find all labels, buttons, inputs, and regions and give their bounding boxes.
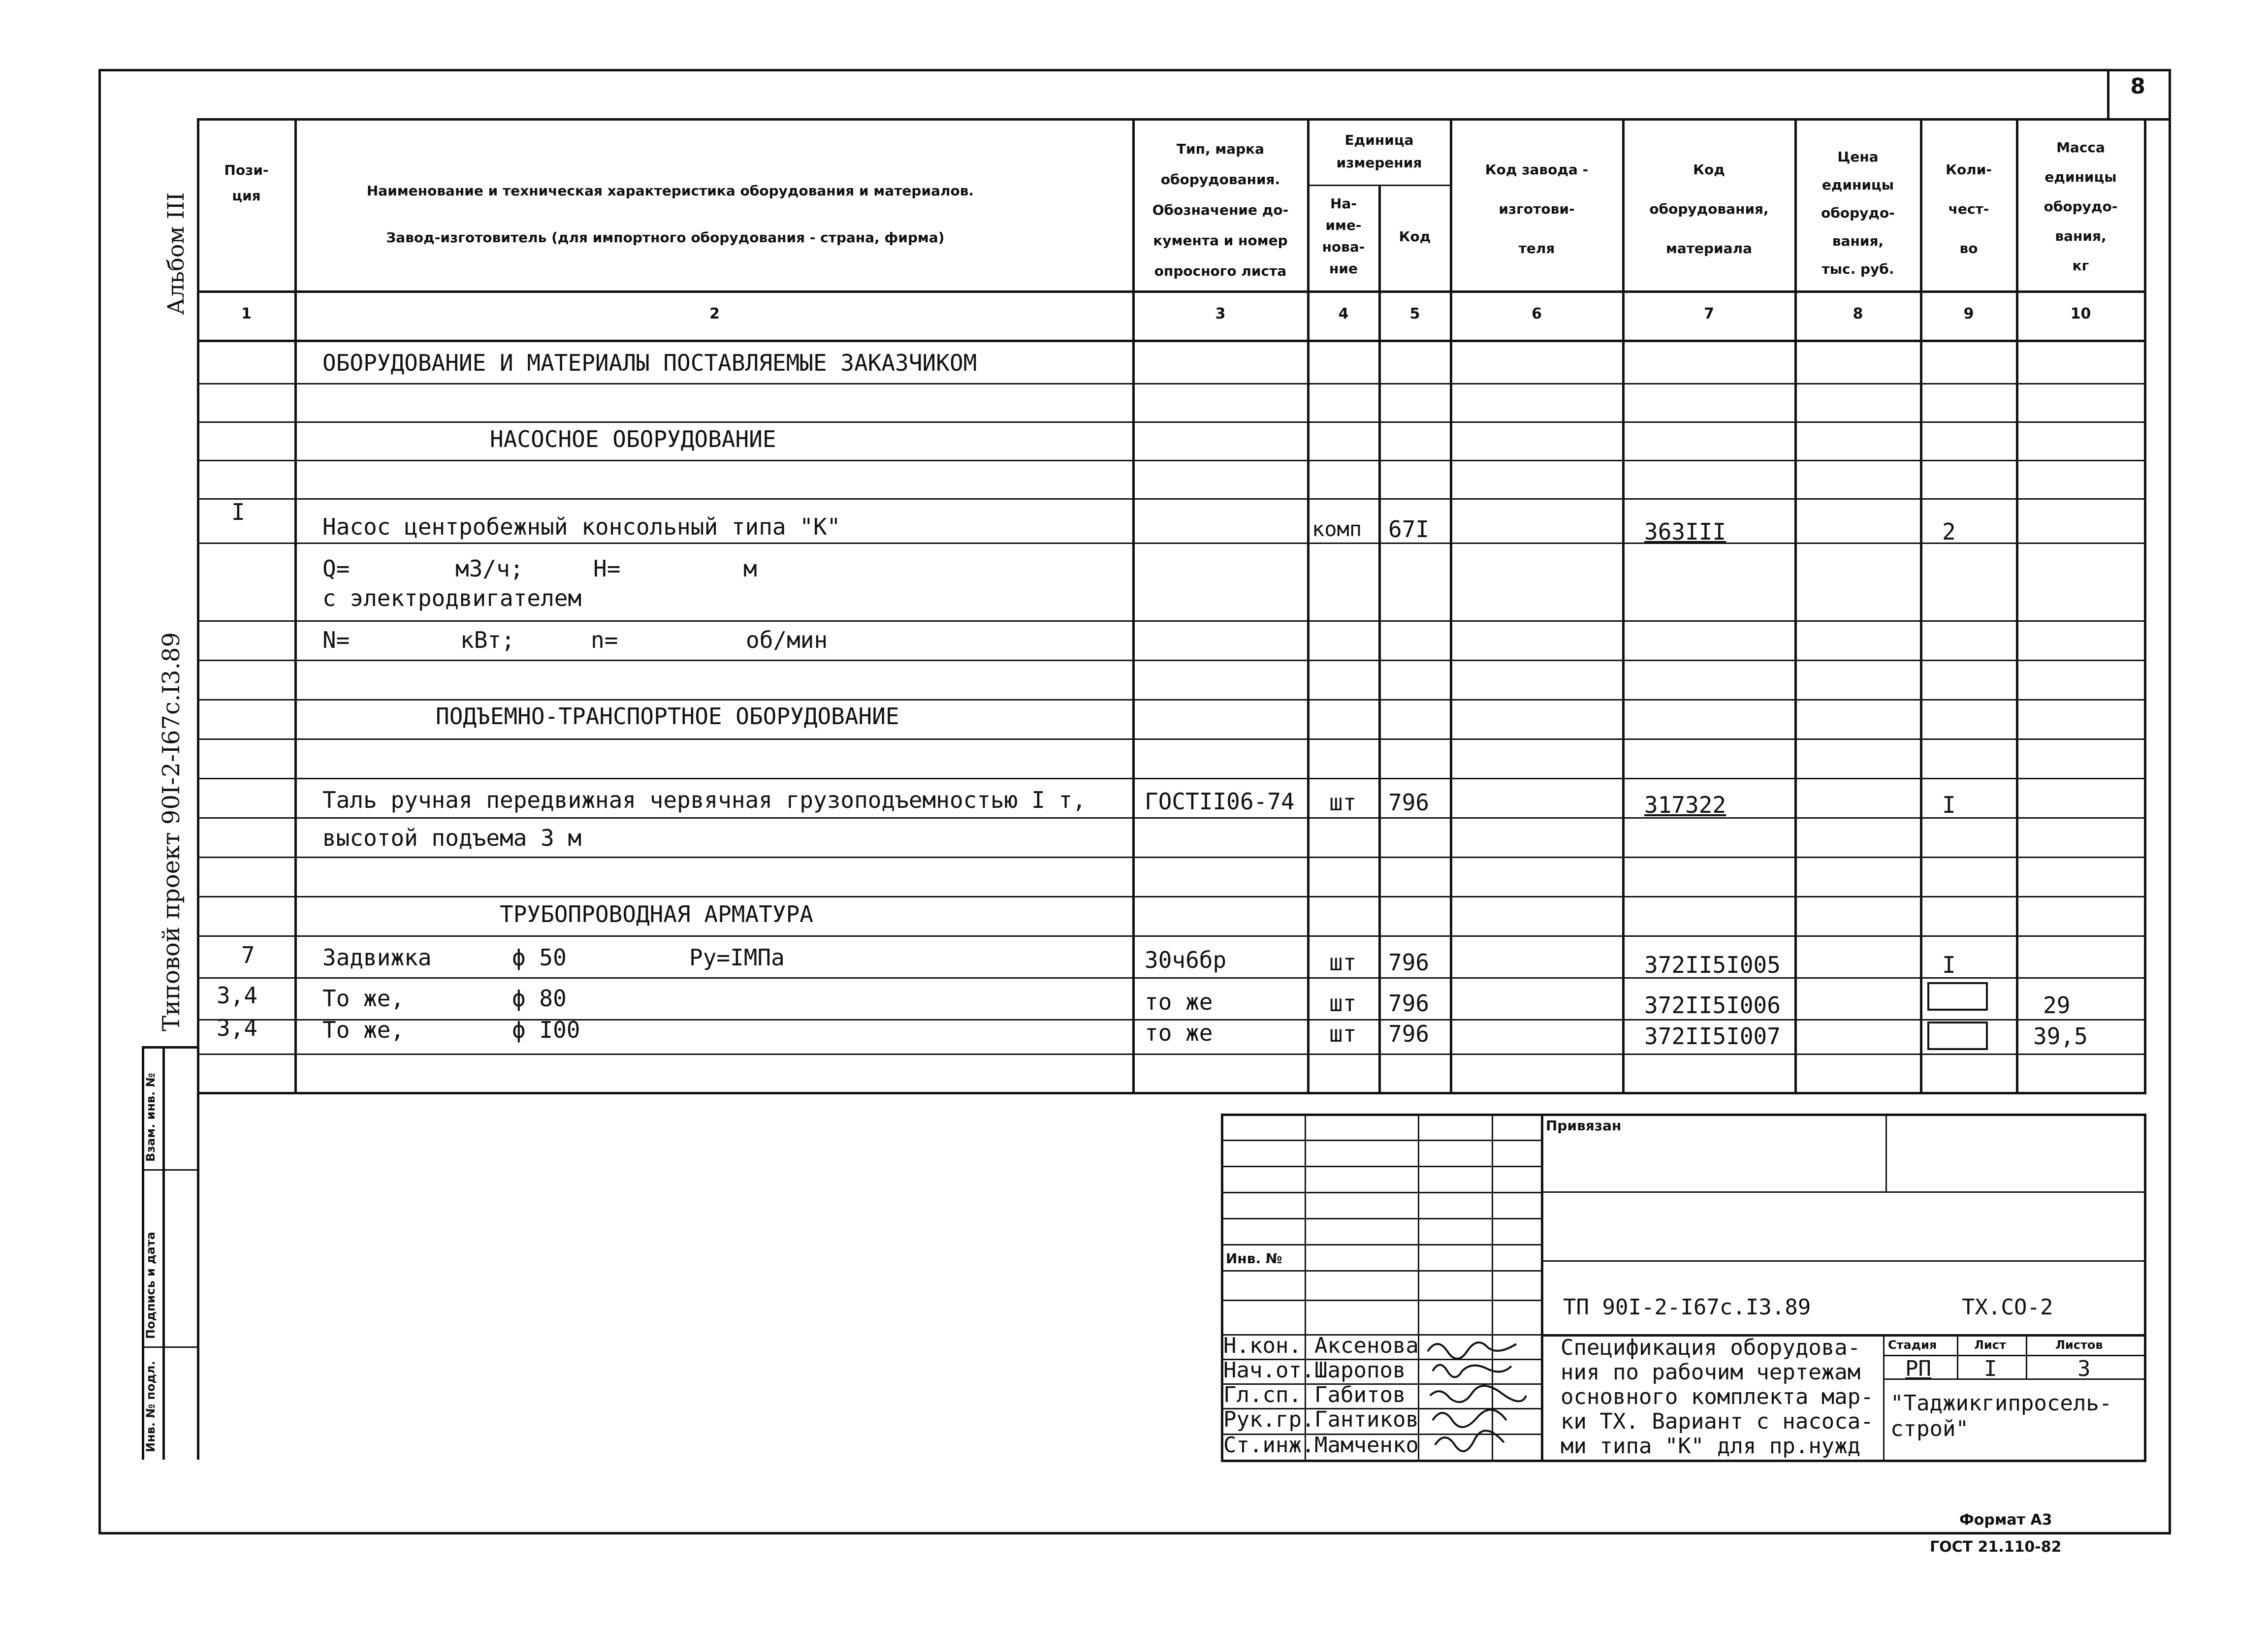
- desc-line-4: ки ТХ. Вариант с насоса-: [1561, 1409, 1874, 1434]
- hoist-name-1: Таль ручная передвижная червячная грузоподъемностью I т,: [322, 787, 1086, 813]
- pump-qty: 2: [1942, 518, 1956, 545]
- pump-q-label: Q=: [322, 555, 350, 582]
- colnum-2: 2: [709, 305, 720, 322]
- organization-line-2: строй": [1890, 1416, 1969, 1441]
- valve1-code: 372II5I005: [1644, 952, 1781, 978]
- valve1-name: Задвижка: [322, 944, 432, 971]
- signatures: [1418, 1332, 1541, 1460]
- role-stinzh: Ст.инж.: [1223, 1433, 1315, 1458]
- name-rukgr: Гантиков: [1314, 1407, 1419, 1432]
- frame-right: [2169, 69, 2171, 1533]
- hoist-name-2: высотой подъема 3 м: [322, 825, 582, 851]
- section-customer: ОБОРУДОВАНИЕ И МАТЕРИАЛЫ ПОСТАВЛЯЕМЫЕ ЗАКАЗЧИКОМ: [322, 350, 977, 376]
- valve3-code: 372II5I007: [1644, 1023, 1781, 1050]
- role-nkon: Н.кон.: [1223, 1333, 1302, 1358]
- pump-pos: I: [231, 499, 245, 525]
- desc-line-2: ния по рабочим чертежам: [1561, 1360, 1861, 1385]
- stage-label: Стадия: [1888, 1338, 1937, 1352]
- colnum-8: 8: [1853, 305, 1863, 322]
- colnum-10: 10: [2070, 305, 2091, 322]
- pump-n-unit: кВт;: [460, 627, 515, 653]
- colnum-4: 4: [1338, 305, 1349, 322]
- organization-line-1: "Таджикгипросель-: [1890, 1391, 2112, 1416]
- sheets-value: 3: [2077, 1356, 2091, 1381]
- sheet-number: 8: [2130, 74, 2145, 99]
- valve3-unit-code: 796: [1388, 1021, 1430, 1047]
- pump-n-label: N=: [322, 627, 350, 653]
- project-label: Типовой проект 90I-2-I67с.I3.89: [158, 632, 185, 1031]
- desc-line-3: основного комплекта мар-: [1561, 1384, 1874, 1409]
- hoist-unit-code: 796: [1388, 789, 1430, 816]
- doc-code: ТП 90I-2-I67с.I3.89: [1563, 1295, 1811, 1320]
- hoist-unit: шт: [1329, 789, 1357, 816]
- colnum-7: 7: [1704, 305, 1714, 322]
- valve3-dia: ϕ I00: [512, 1017, 580, 1043]
- hdr-qty: Коли- чест- во: [1946, 161, 1992, 256]
- colnum-9: 9: [1963, 305, 1974, 322]
- pump-name: Насос центробежный консольный типа "К": [322, 513, 841, 540]
- hdr-type: Тип, марка оборудования. Обозначение до- кумента и номер опросного листа: [1152, 141, 1289, 279]
- hoist-doc: ГОСТII06-74: [1145, 788, 1295, 815]
- name-glsp: Габитов: [1314, 1382, 1406, 1407]
- hdr-name: Наименование и техническая характеристика оборудования и материалов. Завод-изготовитель (для импортного оборудования - страна, фирма): [366, 183, 974, 246]
- frame-left: [98, 69, 101, 1533]
- pump-h-label: H=: [593, 555, 621, 582]
- hoist-qty: I: [1942, 792, 1956, 818]
- valve1-pressure: Ру=IМПа: [689, 944, 785, 971]
- valve3-pos: 3,4: [217, 1015, 258, 1041]
- section-pumps: НАСОСНОЕ ОБОРУДОВАНИЕ: [490, 426, 776, 452]
- valve2-pos: 3,4: [217, 982, 258, 1009]
- colnum-5: 5: [1409, 305, 1420, 322]
- side-stamp-vzam: Взам. инв. №: [144, 1073, 158, 1162]
- header-bottom: [197, 290, 2146, 293]
- valve3-name: То же,: [322, 1017, 405, 1043]
- valve1-qty: I: [1942, 952, 1956, 978]
- pump-rpm-unit: об/мин: [746, 627, 828, 653]
- valve1-pos: 7: [241, 942, 255, 968]
- role-glsp: Гл.сп.: [1223, 1382, 1302, 1407]
- desc-line-1: Спецификация оборудова-: [1561, 1335, 1861, 1360]
- hdr-unit-code: Код: [1399, 228, 1431, 245]
- name-nachot: Шаропов: [1314, 1358, 1406, 1383]
- pump-motor: с электродвигателем: [322, 585, 582, 611]
- colnum-3: 3: [1215, 305, 1226, 322]
- sheet-value: I: [1984, 1356, 1997, 1381]
- valve2-name: То же,: [322, 985, 405, 1012]
- name-nkon: Аксенова: [1314, 1333, 1419, 1358]
- hdr-unit-name: На- име- нова- ние: [1322, 195, 1365, 277]
- hoist-code: 317322: [1644, 792, 1726, 818]
- valve2-code: 372II5I006: [1644, 992, 1781, 1019]
- album-label: Альбом III: [162, 192, 189, 315]
- valve2-mass: 29: [2043, 992, 2071, 1019]
- privyazan-label: Привязан: [1546, 1117, 1622, 1134]
- format-label: Формат А3: [1959, 1511, 2052, 1529]
- side-stamp-podpis: Подпись и дата: [144, 1232, 158, 1339]
- pump-rpm-label: n=: [591, 627, 618, 653]
- colnum-bottom: [197, 340, 2146, 342]
- hdr-equipment-code: Код оборудования, материала: [1649, 161, 1769, 256]
- role-nachot: Нач.от.: [1223, 1358, 1315, 1383]
- valve2-unit-code: 796: [1388, 990, 1430, 1017]
- valve2-qty-box: [1927, 982, 1988, 1011]
- valve2-dia: ϕ 80: [512, 985, 567, 1012]
- section-lifting: ПОДЪЕМНО-ТРАНСПОРТНОЕ ОБОРУДОВАНИЕ: [436, 703, 899, 730]
- inv-no-label: Инв. №: [1226, 1250, 1282, 1267]
- role-rukgr: Рук.гр.: [1223, 1407, 1315, 1432]
- colnum-1: 1: [241, 305, 252, 322]
- body-bottom: [197, 1092, 2146, 1094]
- hdr-factory-code: Код завода - изготови- теля: [1485, 161, 1589, 256]
- pump-code: 363III: [1644, 518, 1726, 545]
- section-valves: ТРУБОПРОВОДНАЯ АРМАТУРА: [500, 901, 813, 927]
- hdr-price: Цена единицы оборудо- вания, тыс. руб.: [1821, 149, 1895, 277]
- valve1-unit-code: 796: [1388, 949, 1430, 976]
- name-stinzh: Мамченко: [1314, 1433, 1419, 1458]
- valve1-type: 30ч6бр: [1145, 947, 1227, 973]
- pump-q-unit: м3/ч;: [455, 555, 524, 582]
- valve3-type: то же: [1145, 1020, 1213, 1046]
- sheet-label: Лист: [1974, 1338, 2006, 1352]
- valve1-dia: ϕ 50: [512, 944, 567, 971]
- frame-top: [98, 69, 2171, 71]
- sheets-label: Листов: [2055, 1338, 2103, 1352]
- doc-mark: ТХ.СО-2: [1962, 1295, 2053, 1320]
- pump-h-unit: м: [743, 555, 757, 582]
- valve3-mass: 39,5: [2033, 1023, 2088, 1050]
- valve3-unit: шт: [1329, 1021, 1357, 1047]
- gost-label: ГОСТ 21.110-82: [1930, 1538, 2062, 1556]
- pump-unit-code: 67I: [1388, 516, 1430, 543]
- hdr-mass: Масса единицы оборудо- вания, кг: [2044, 139, 2118, 274]
- valve3-qty-box: [1927, 1021, 1988, 1050]
- stage-value: РП: [1905, 1356, 1931, 1381]
- colnum-6: 6: [1532, 305, 1542, 322]
- hdr-unit: Единица измерения: [1336, 132, 1422, 171]
- hdr-pos: Пози- ция: [224, 162, 269, 204]
- frame-bottom: [98, 1532, 2171, 1534]
- desc-line-5: ми типа "К" для пр.нужд: [1561, 1434, 1861, 1459]
- pump-unit: комп: [1312, 517, 1362, 541]
- valve1-unit: шт: [1329, 949, 1357, 976]
- side-stamp-inv: Инв. № подл.: [144, 1361, 158, 1452]
- valve2-type: то же: [1145, 989, 1213, 1015]
- valve2-unit: шт: [1329, 990, 1357, 1017]
